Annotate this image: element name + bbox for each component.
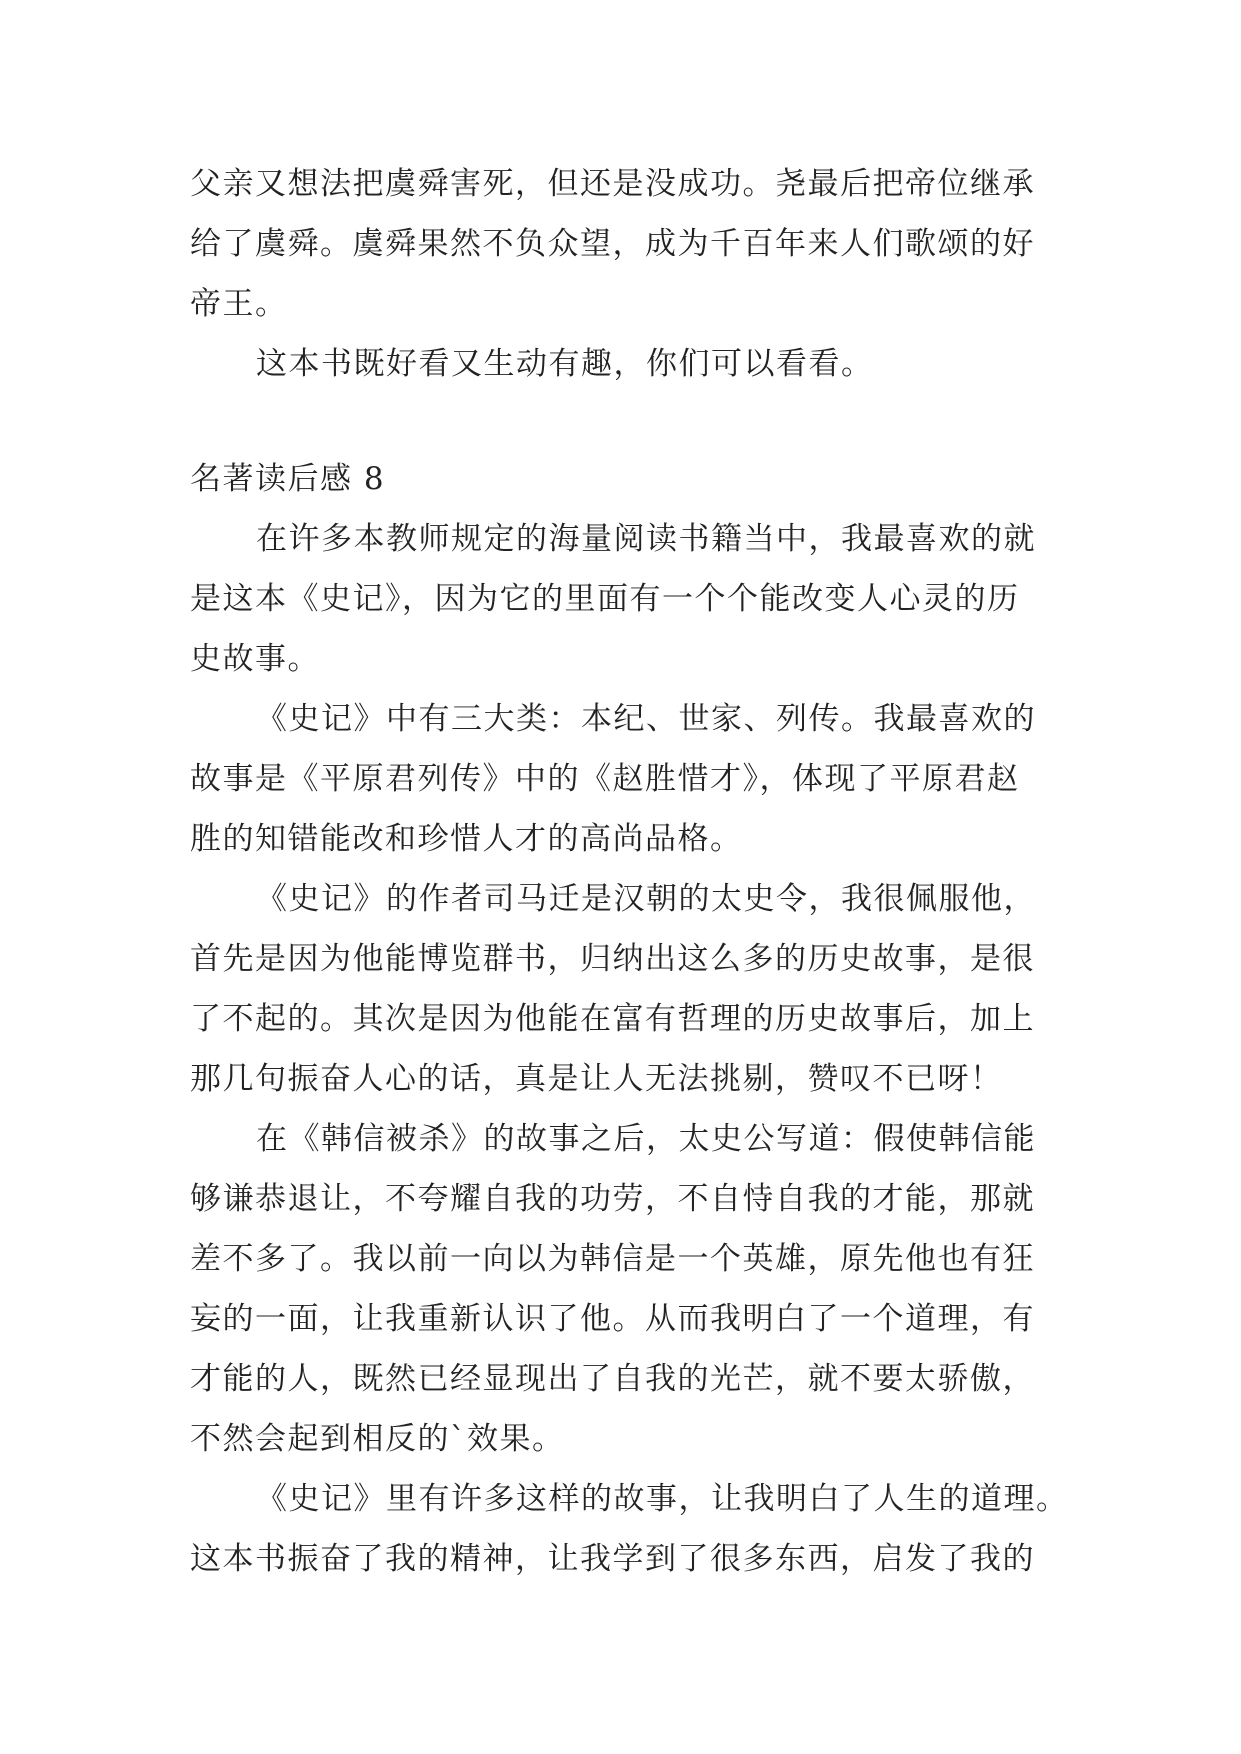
text-line: 帝王。 [190,286,288,322]
text-line: 才能的人，既然已经显现出了自我的光芒，就不要太骄傲， [190,1361,1035,1397]
text-line: 《史记》中有三大类：本纪、世家、列传。我最喜欢的 [256,701,1036,737]
text-line: 在许多本教师规定的海量阅读书籍当中，我最喜欢的就 [256,521,1036,557]
text-line: 了不起的。其次是因为他能在富有哲理的历史故事后，加上 [190,1001,1035,1037]
text-line: 这本书既好看又生动有趣，你们可以看看。 [256,346,874,382]
text-line: 史故事。 [190,641,320,677]
text-line: 《史记》里有许多这样的故事，让我明白了人生的道理。 [256,1481,1069,1517]
text-line: 胜的知错能改和珍惜人才的高尚品格。 [190,821,743,857]
text-line: 《史记》的作者司马迁是汉朝的太史令，我很佩服他， [256,881,1036,917]
text-line: 首先是因为他能博览群书，归纳出这么多的历史故事，是很 [190,941,1035,977]
text-line: 故事是《平原君列传》中的《赵胜惜才》，体现了平原君赵 [190,761,1020,797]
text-line: 妄的一面，让我重新认识了他。从而我明白了一个道理，有 [190,1301,1035,1337]
text-line: 是这本《史记》，因为它的里面有一个个能改变人心灵的历 [190,581,1020,617]
text-line: 父亲又想法把虞舜害死，但还是没成功。尧最后把帝位继承 [190,166,1035,202]
text-line: 在《韩信被杀》的故事之后，太史公写道：假使韩信能 [256,1121,1036,1157]
section-heading: 名著读后感 8 [190,461,386,497]
text-line: 那几句振奋人心的话，真是让人无法挑剔，赞叹不已呀！ [190,1061,1003,1097]
text-line: 差不多了。我以前一向以为韩信是一个英雄，原先他也有狂 [190,1241,1035,1277]
text-line: 这本书振奋了我的精神，让我学到了很多东西，启发了我的 [190,1541,1035,1577]
text-line: 给了虞舜。虞舜果然不负众望，成为千百年来人们歌颂的好 [190,226,1035,262]
text-line: 不然会起到相反的`效果。 [190,1421,565,1457]
text-line: 够谦恭退让，不夸耀自我的功劳，不自恃自我的才能，那就 [190,1181,1035,1217]
